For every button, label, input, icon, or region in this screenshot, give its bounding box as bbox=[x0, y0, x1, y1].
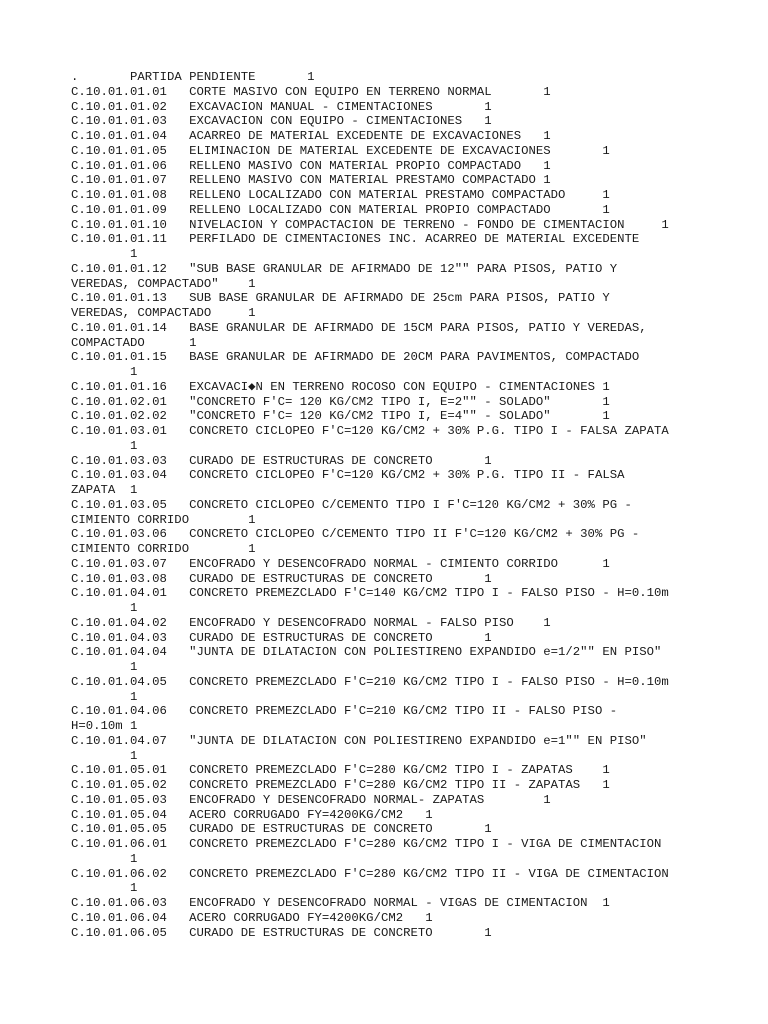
document-page bbox=[71, 70, 761, 940]
document-text: . PARTIDA PENDIENTE 1 C.10.01.01.01 CORTE MASIVO CON EQUIPO EN TERRENO NORMAL 1 C.10.01.01.02 EXCAVACION MANUAL - CIMENTACIONES 1 C.10.01.01.03 EXCAVACION CON EQUIPO - CIMENTACIONES 1 C.10.01.01.04 ACARREO DE MATERIAL EXCEDENTE DE EXCAVACIONES 1 C.10.01.01.05 ELIMINACION DE MATERIAL EXCEDENTE DE EXCAVACIONES 1 C.10.01.01.06 RELLENO MASIVO CON MATERIAL PROPIO COMPACTADO 1 C.10.01.01.07 RELLENO MASIVO CON MATERIAL PRESTAMO COMPACTADO 1 C.10.01.01.08 RELLENO LOCALIZADO CON MATERIAL PRESTAMO COMPACTADO 1 C.10.01.01.09 RELLENO LOCALIZADO CON MATERIAL PROPIO COMPACTADO 1 C.10.01.01.10 NIVELACION Y COMPACTACION DE TERRENO - FONDO DE CIMENTACION 1 C.10.01.01.11 PERFILADO DE CIMENTACIONES INC. ACARREO DE MATERIAL EXCEDENTE 1 C.10.01.01.12 "SUB BASE GRANULAR DE AFIRMADO DE 12"" PARA PISOS, PATIO Y VEREDAS, COMPACTADO" 1 C.10.01.01.13 SUB BASE GRANULAR DE AFIRMADO DE 25cm PARA PISOS, PATIO Y VEREDAS, COMPACTADO 1 C.10.01.01.14 BASE GRANULAR DE AFIRMADO DE 15CM PARA PISOS, PATIO Y VEREDAS, COMPACTADO 1 C.10.01.01.15 BASE GRANULAR DE AFIRMADO DE 20CM PARA PAVIMENTOS, COMPACTADO 1 C.10.01.01.16 EXCAVACI◆N EN TERRENO ROCOSO CON EQUIPO - CIMENTACIONES 1 C.10.01.02.01 "CONCRETO F'C= 120 KG/CM2 TIPO I, E=2"" - SOLADO" 1 C.10.01.02.02 "CONCRETO F'C= 120 KG/CM2 TIPO I, E=4"" - SOLADO" 1 C.10.01.03.01 CONCRETO CICLOPEO F'C=120 KG/CM2 + 30% P.G. TIPO I - FALSA ZAPATA 1 C.10.01.03.03 CURADO DE ESTRUCTURAS DE CONCRETO 1 C.10.01.03.04 CONCRETO CICLOPEO F'C=120 KG/CM2 + 30% P.G. TIPO II - FALSA ZAPATA 1 C.10.01.03.05 CONCRETO CICLOPEO C/CEMENTO TIPO I F'C=120 KG/CM2 + 30% PG - CIMIENTO CORRIDO 1 C.10.01.03.06 CONCRETO CICLOPEO C/CEMENTO TIPO II F'C=120 KG/CM2 + 30% PG - CIMIENTO CORRIDO 1 C.10.01.03.07 ENCOFRADO Y DESENCOFRADO NORMAL - CIMIENTO CORRIDO 1 C.10.01.03.08 CURADO DE ESTRUCTURAS DE CONCRETO 1 C.10.01.04.01 CONCRETO PREMEZCLADO F'C=140 KG/CM2 TIPO I - FALSO PISO - H=0.10m 1 C.10.01.04.02 ENCOFRADO Y DESENCOFRADO NORMAL - FALSO PISO 1 C.10.01.04.03 CURADO DE ESTRUCTURAS DE CONCRETO 1 C.10.01.04.04 "JUNTA DE DILATACION CON POLIESTIRENO EXPANDIDO e=1/2"" EN PISO" 1 C.10.01.04.05 CONCRETO PREMEZCLADO F'C=210 KG/CM2 TIPO I - FALSO PISO - H=0.10m 1 C.10.01.04.06 CONCRETO PREMEZCLADO F'C=210 KG/CM2 TIPO II - FALSO PISO - H=0.10m 1 C.10.01.04.07 "JUNTA DE DILATACION CON POLIESTIRENO EXPANDIDO e=1"" EN PISO" 1 C.10.01.05.01 CONCRETO PREMEZCLADO F'C=280 KG/CM2 TIPO I - ZAPATAS 1 C.10.01.05.02 CONCRETO PREMEZCLADO F'C=280 KG/CM2 TIPO II - ZAPATAS 1 C.10.01.05.03 ENCOFRADO Y DESENCOFRADO NORMAL- ZAPATAS 1 C.10.01.05.04 ACERO CORRUGADO FY=4200KG/CM2 1 C.10.01.05.05 CURADO DE ESTRUCTURAS DE CONCRETO 1 C.10.01.06.01 CONCRETO PREMEZCLADO F'C=280 KG/CM2 TIPO I - VIGA DE CIMENTACION 1 C.10.01.06.02 CONCRETO PREMEZCLADO F'C=280 KG/CM2 TIPO II - VIGA DE CIMENTACION 1 C.10.01.06.03 ENCOFRADO Y DESENCOFRADO NORMAL - VIGAS DE CIMENTACION 1 C.10.01.06.04 ACERO CORRUGADO FY=4200KG/CM2 1 C.10.01.06.05 CURADO DE ESTRUCTURAS DE CONCRETO 1 bbox=[71, 70, 669, 940]
